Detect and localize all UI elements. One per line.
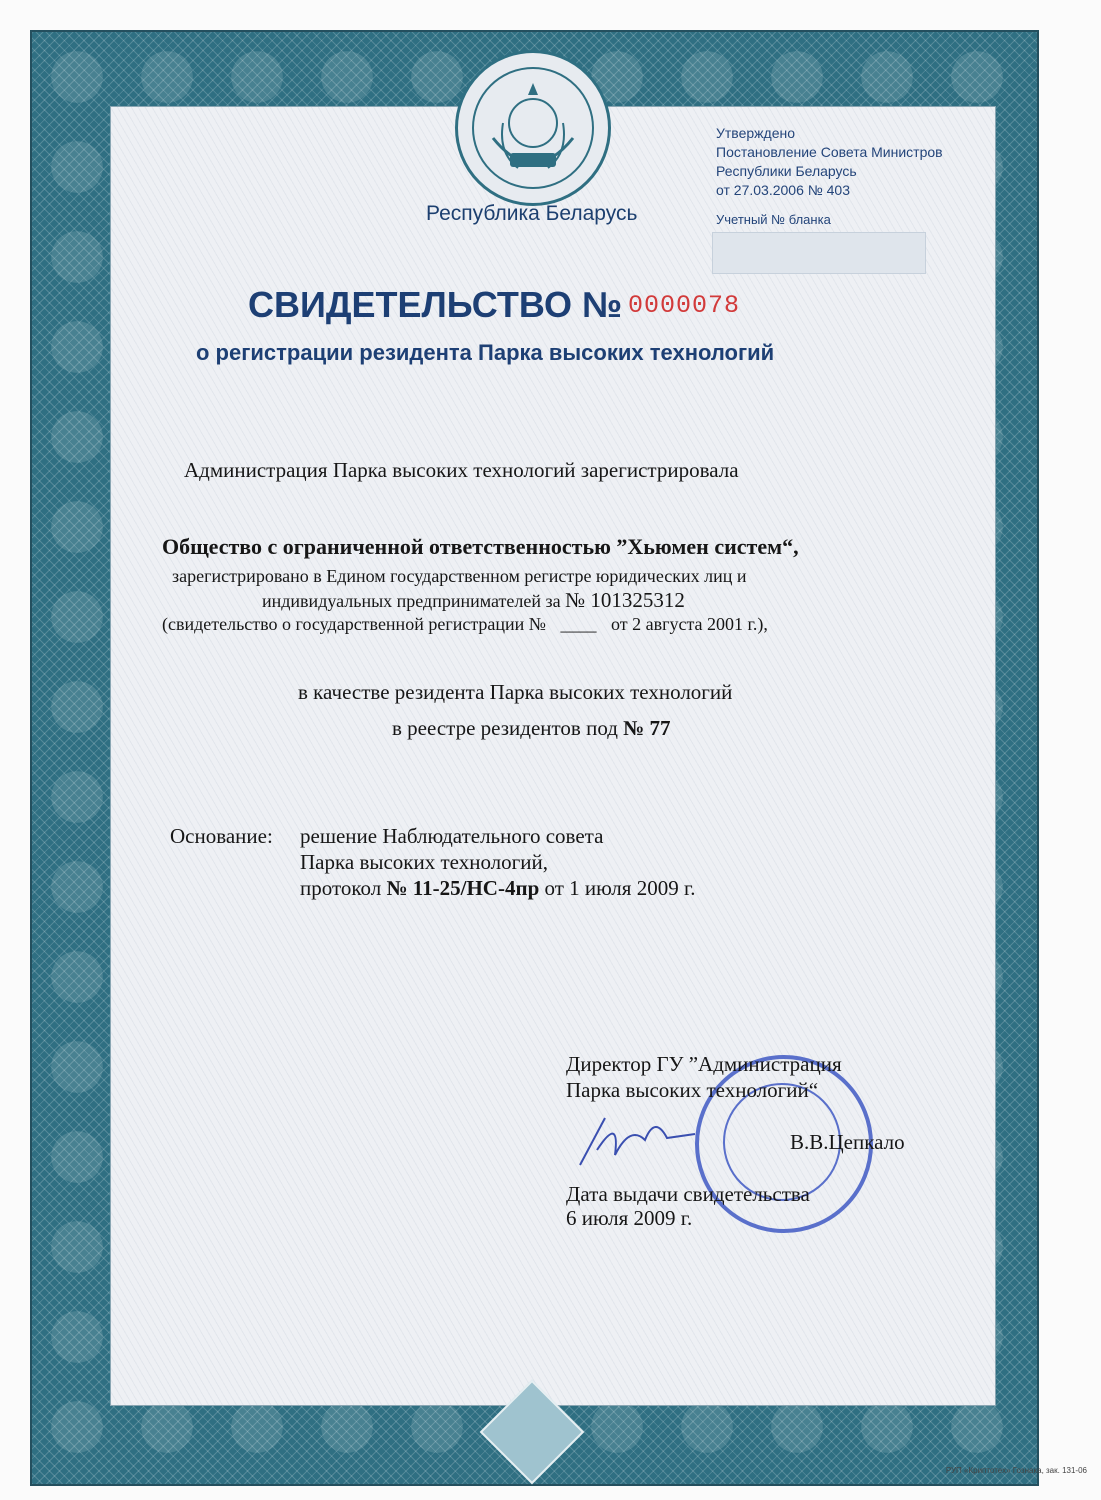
approval-line: от 27.03.2006 № 403: [716, 182, 851, 198]
basis-line-3: [300, 876, 695, 901]
blank-number-label: Учетный № бланка: [716, 212, 831, 227]
approval-line: Республики Беларусь: [716, 163, 857, 179]
state-emblem-icon: [455, 50, 611, 206]
registration-line-1: зарегистрировано в Едином государственном регистре юридических лиц и: [172, 566, 747, 586]
printer-imprint: РУП «Криптотех» Гознака, зак. 131-06: [945, 1466, 1087, 1475]
basis-label: Основание:: [170, 824, 273, 848]
approval-line: Постановление Совета Министров: [716, 144, 943, 160]
resident-line-2: [392, 716, 671, 741]
basis-line-2: Парка высоких технологий,: [300, 850, 548, 874]
registration-line-3: [162, 614, 768, 635]
protocol-date: от 1 июля 2009 г.: [544, 876, 696, 900]
resident-line-2-text: в реестре резидентов под: [392, 716, 618, 740]
certificate-subtitle: о регистрации резидента Парка высоких технологий: [196, 340, 775, 365]
resident-number: № 77: [623, 716, 671, 740]
registration-date: от 2 августа 2001 г.),: [610, 614, 768, 634]
issue-date: 6 июля 2009 г.: [566, 1206, 693, 1230]
certificate-blank: ____: [560, 614, 597, 634]
basis-line-3-text: протокол: [300, 876, 382, 900]
issue-date-label: Дата выдачи свидетельства: [566, 1182, 810, 1206]
approval-note: [716, 124, 943, 200]
intro-text: Администрация Парка высоких технологий зарегистрировала: [184, 458, 739, 482]
registration-number: № 101325312: [565, 588, 685, 612]
resident-line-1: в качестве резидента Парка высоких технологий: [298, 680, 733, 704]
registration-line-2: [262, 588, 685, 613]
signature-icon: [575, 1110, 705, 1170]
country-name: Республика Беларусь: [426, 202, 638, 225]
blank-number-field: [712, 232, 926, 274]
certificate-title: СВИДЕТЕЛЬСТВО №: [248, 284, 623, 325]
director-name: В.В.Цепкало: [790, 1130, 905, 1154]
director-position-line-2: Парка высоких технологий“: [566, 1078, 819, 1102]
certificate-number: 0000078: [628, 291, 741, 320]
protocol-number: № 11-25/НС-4пр: [386, 876, 540, 900]
registration-line-3-text: (свидетельство о государственной регистрации №: [162, 614, 546, 634]
director-position-line-1: Директор ГУ ”Администрация: [566, 1052, 842, 1076]
company-name: Общество с ограниченной ответственностью ”Хьюмен систем“,: [162, 534, 799, 559]
approval-line: Утверждено: [716, 125, 795, 141]
registration-line-2-text: индивидуальных предпринимателей за: [262, 591, 561, 611]
basis-line-1: решение Наблюдательного совета: [300, 824, 604, 848]
